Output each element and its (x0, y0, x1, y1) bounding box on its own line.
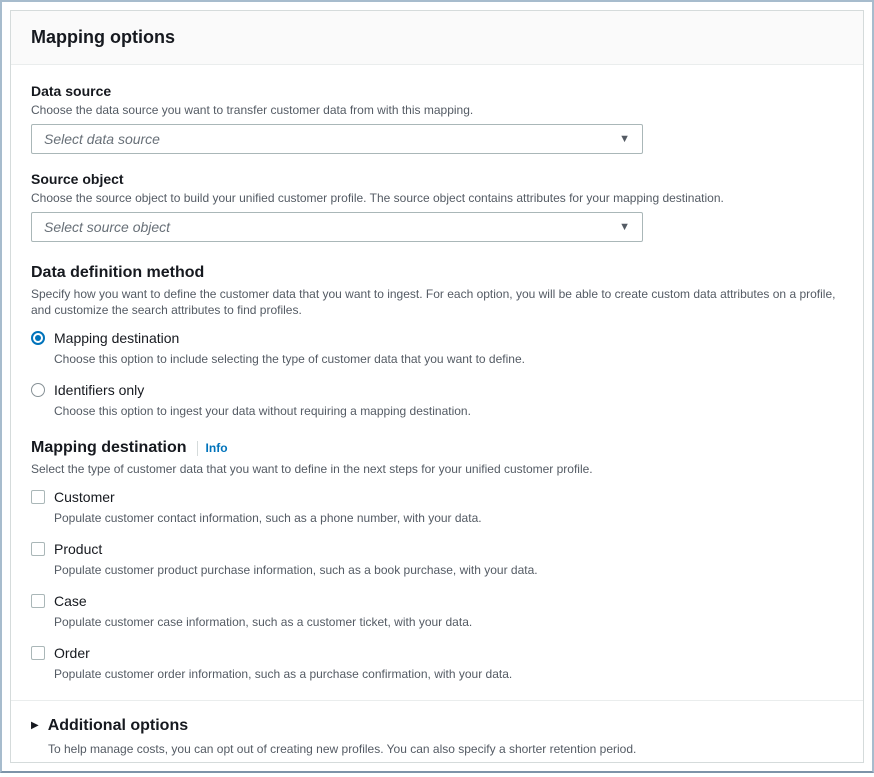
checkbox-unchecked-icon[interactable] (31, 594, 45, 608)
mapping-destination-section (31, 439, 843, 682)
additional-options-heading: Additional options (47, 717, 189, 734)
additional-options-description: To help manage costs, you can opt out of creating new profiles. You can also specify a shorter retention period. (48, 742, 637, 756)
data-source-placeholder: Select data source (44, 131, 160, 147)
radio-description: Choose this option to ingest your data without requiring a mapping destination. (54, 404, 471, 418)
mapping-options-panel (10, 10, 864, 763)
checkbox-customer[interactable] (31, 489, 843, 505)
checkbox-description: Populate customer contact information, such as a phone number, with your data. (54, 511, 482, 525)
radio-option-mapping-destination (31, 330, 843, 367)
checkbox-unchecked-icon[interactable] (31, 542, 45, 556)
source-object-placeholder: Select source object (44, 219, 171, 235)
checkbox-option-customer (31, 489, 843, 526)
checkbox-description: Populate customer order information, such as a purchase confirmation, with your data. (54, 667, 513, 681)
checkbox-label: Case (54, 593, 87, 609)
checkbox-case[interactable] (31, 593, 843, 609)
mapping-destination-description: Select the type of customer data that you want to define in the next steps for your unified customer profile. (31, 462, 593, 476)
radio-selected-icon[interactable] (31, 331, 45, 345)
data-definition-heading: Data definition method (31, 264, 205, 281)
data-definition-section (31, 264, 843, 419)
mapping-destination-options (31, 489, 843, 682)
checkbox-product[interactable] (31, 541, 843, 557)
heading-divider (197, 441, 198, 456)
additional-options-toggle[interactable] (31, 717, 843, 735)
radio-label: Mapping destination (54, 330, 180, 346)
chevron-down-icon: ▼ (619, 220, 630, 233)
radio-option-identifiers-only (31, 382, 843, 419)
source-object-label: Source object (31, 171, 124, 187)
panel-title: Mapping options (31, 27, 175, 47)
data-source-select[interactable] (31, 124, 643, 154)
checkbox-unchecked-icon[interactable] (31, 646, 45, 660)
checkbox-label: Product (54, 541, 103, 557)
expand-right-icon: ▶ (31, 720, 39, 731)
data-source-field (31, 83, 843, 154)
panel-header (11, 11, 863, 65)
mapping-destination-heading: Mapping destination (31, 439, 187, 456)
panel-body (11, 65, 863, 777)
data-source-label: Data source (31, 83, 112, 99)
checkbox-option-order (31, 645, 843, 682)
radio-label: Identifiers only (54, 382, 145, 398)
checkbox-label: Order (54, 645, 90, 661)
radio-identifiers-only[interactable] (31, 382, 843, 398)
section-divider (11, 700, 863, 701)
checkbox-option-case (31, 593, 843, 630)
checkbox-description: Populate customer case information, such as a customer ticket, with your data. (54, 615, 473, 629)
additional-options-section (31, 717, 843, 757)
radio-unselected-icon[interactable] (31, 383, 45, 397)
radio-description: Choose this option to include selecting the type of customer data that you want to define. (54, 352, 525, 366)
source-object-description: Choose the source object to build your unified customer profile. The source object contains attributes for your mapping destination. (31, 191, 724, 205)
checkbox-option-product (31, 541, 843, 578)
data-definition-options (31, 330, 843, 419)
checkbox-order[interactable] (31, 645, 843, 661)
checkbox-unchecked-icon[interactable] (31, 490, 45, 504)
info-link[interactable]: Info (205, 441, 228, 455)
chevron-down-icon: ▼ (619, 132, 630, 145)
checkbox-description: Populate customer product purchase information, such as a book purchase, with your data. (54, 563, 538, 577)
source-object-select[interactable] (31, 212, 643, 242)
checkbox-label: Customer (54, 489, 115, 505)
data-definition-description: Specify how you want to define the customer data that you want to ingest. For each option, you will be able to create custom data attributes on a profile, and customize the search attributes to find profiles. (31, 287, 836, 317)
data-source-description: Choose the data source you want to transfer customer data from with this mapping. (31, 103, 474, 117)
radio-mapping-destination[interactable] (31, 330, 843, 346)
source-object-field (31, 171, 843, 242)
